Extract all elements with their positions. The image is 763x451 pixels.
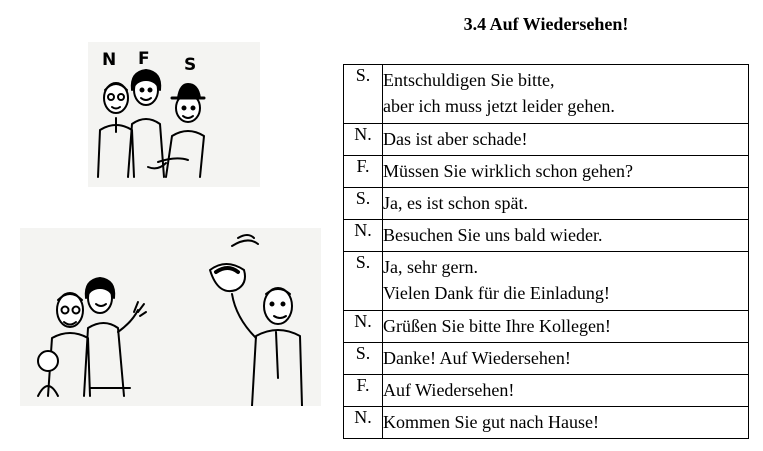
speaker-cell: F.	[344, 156, 383, 188]
dialog-line: Kommen Sie gut nach Hause!	[383, 412, 599, 432]
dialog-line: Danke! Auf Wiedersehen!	[383, 348, 571, 368]
dialog-line: Grüßen Sie bitte Ihre Kollegen!	[383, 316, 611, 336]
page-title: 3.4 Auf Wiedersehen!	[463, 14, 629, 34]
table-row	[344, 375, 749, 407]
letter-s: S	[184, 55, 197, 75]
line-cell	[383, 375, 749, 407]
dialog-line: Müssen Sie wirklich schon gehen?	[383, 161, 633, 181]
line-cell	[383, 65, 749, 124]
line-cell	[383, 124, 749, 156]
table-row	[344, 343, 749, 375]
table-row	[344, 407, 749, 439]
speaker-cell: N.	[344, 407, 383, 439]
farewell-drawing	[20, 228, 321, 406]
line-cell	[383, 407, 749, 439]
line-cell	[383, 252, 749, 311]
letter-n: N	[102, 50, 117, 70]
line-cell	[383, 343, 749, 375]
speaker-cell: S.	[344, 65, 383, 124]
line-cell	[383, 156, 749, 188]
dialog-line: Entschuldigen Sie bitte,	[383, 70, 555, 90]
speaker-cell: N.	[344, 311, 383, 343]
table-row	[344, 124, 749, 156]
table-row	[344, 188, 749, 220]
speaker-cell: N.	[344, 124, 383, 156]
illustration-greeting	[88, 42, 260, 187]
dialog-line: Auf Wiedersehen!	[383, 380, 515, 400]
table-row	[344, 220, 749, 252]
dialog-line: Besuchen Sie uns bald wieder.	[383, 225, 603, 245]
table-row	[344, 311, 749, 343]
table-row	[344, 156, 749, 188]
letter-f: F	[138, 49, 150, 69]
speaker-cell: F.	[344, 375, 383, 407]
dialog-line: aber ich muss jetzt leider gehen.	[383, 96, 615, 116]
dialog-table	[343, 64, 749, 439]
line-cell	[383, 311, 749, 343]
dialog-line: Ja, es ist schon spät.	[383, 193, 528, 213]
table-row	[344, 65, 749, 124]
illustration-farewell	[20, 228, 321, 406]
line-cell	[383, 188, 749, 220]
dialog-line: Das ist aber schade!	[383, 129, 528, 149]
dialog-line: Vielen Dank für die Einladung!	[383, 283, 610, 303]
table-row	[344, 252, 749, 311]
speaker-cell: N.	[344, 220, 383, 252]
speaker-cell: S.	[344, 188, 383, 220]
dialog-line: Ja, sehr gern.	[383, 257, 478, 277]
line-cell	[383, 220, 749, 252]
speaker-cell: S.	[344, 252, 383, 311]
three-people-drawing	[88, 42, 260, 187]
speaker-cell: S.	[344, 343, 383, 375]
